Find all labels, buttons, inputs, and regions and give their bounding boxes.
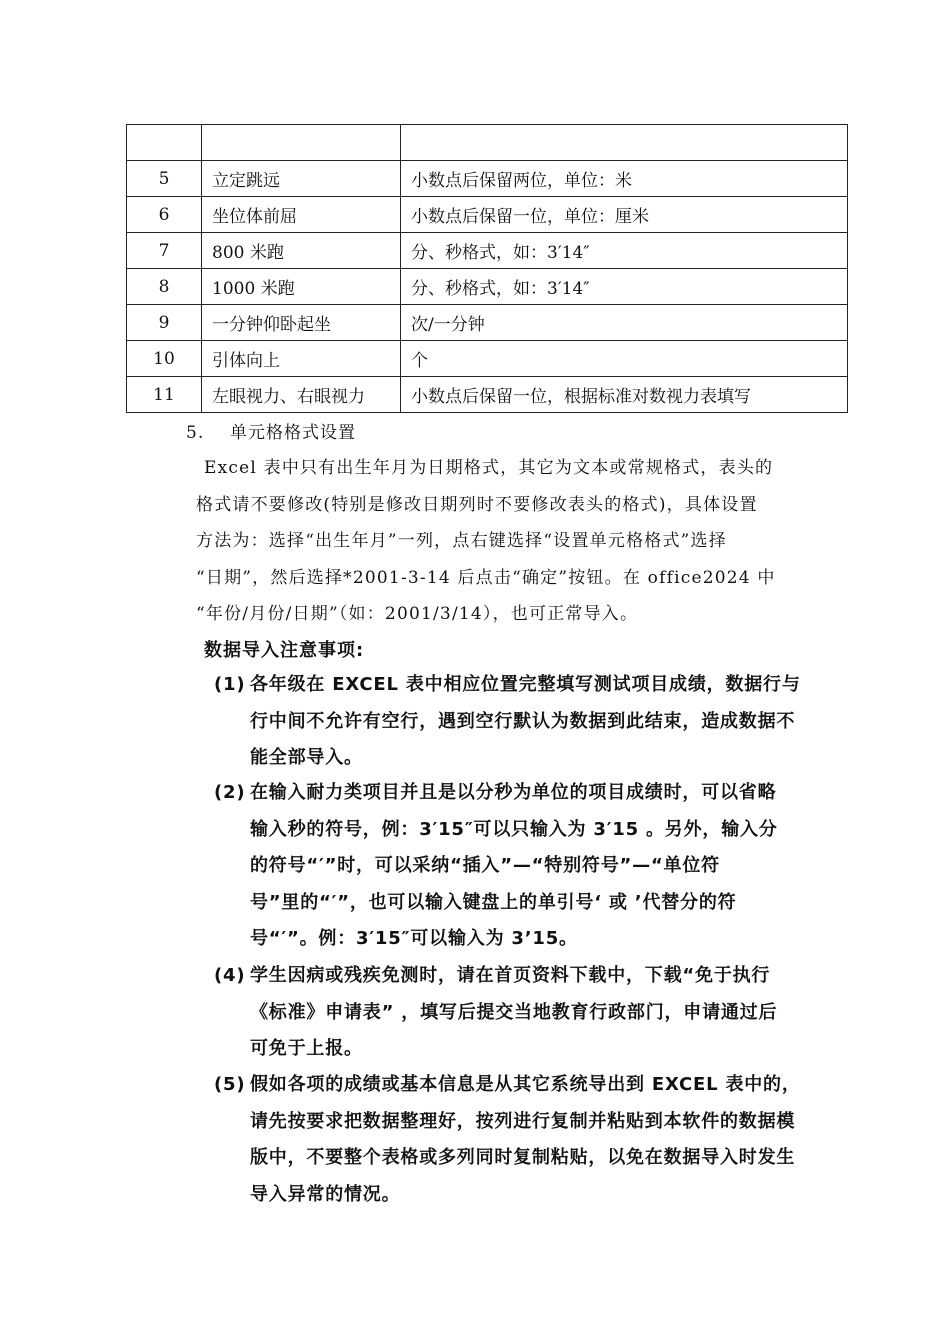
format-rule: 小数点后保留一位，根据标准对数视力表填写 [401, 377, 848, 413]
table-row [127, 233, 848, 269]
format-rule: 分、秒格式，如：3′14″ [401, 233, 848, 269]
table-row [127, 161, 848, 197]
note-line: 版中，不要整个表格或多列同时复制粘贴，以免在数据导入时发生 [250, 1147, 796, 1168]
table-row [127, 197, 848, 233]
row-number: 11 [127, 377, 202, 413]
note-line: 导入异常的情况。 [250, 1183, 401, 1205]
format-rule: 小数点后保留一位，单位：厘米 [401, 197, 848, 233]
row-number: 8 [127, 269, 202, 305]
note-line: 行中间不允许有空行，遇到空行默认为数据到此结束，造成数据不 [250, 710, 796, 732]
table-row [127, 341, 848, 377]
paragraph-line: Excel 表中只有出生年月为日期格式，其它为文本或常规格式，表头的 [204, 458, 774, 478]
section-paragraph [196, 450, 816, 633]
note-line: 《标准》申请表” ，填写后提交当地教育行政部门，申请通过后 [250, 1001, 778, 1023]
note-line: 输入秒的符号，例：3′15″可以只输入为 3′15 。另外，输入分 [250, 818, 778, 840]
note-line: 能全部导入。 [250, 747, 363, 768]
test-item: 坐位体前屈 [202, 197, 401, 233]
note-line: 各年级在 EXCEL 表中相应位置完整填写测试项目成绩，数据行与 [250, 674, 801, 695]
note-item [214, 958, 814, 1068]
test-item: 800 米跑 [202, 233, 401, 269]
notes-heading: 数据导入注意事项: [204, 640, 365, 661]
note-label: (1) [214, 674, 246, 695]
test-item [202, 125, 401, 161]
note-line: 假如各项的成绩或基本信息是从其它系统导出到 EXCEL 表中的， [250, 1074, 801, 1095]
row-number: 6 [127, 197, 202, 233]
note-label: (2) [214, 782, 246, 803]
paragraph-line: 方法为：选择“出生年月”一列，点右键选择“设置单元格格式”选择 [196, 531, 727, 551]
note-line: 号“′”。例：3′15″可以输入为 3’15。 [250, 928, 578, 949]
note-item [214, 775, 814, 958]
note-line: 号”里的“′”，也可以输入键盘上的单引号‘ 或 ’代替分的符 [250, 891, 737, 913]
note-line: 的符号“′”时，可以采纳“插入”—“特别符号”—“单位符 [250, 855, 720, 876]
test-item: 引体向上 [202, 341, 401, 377]
row-number [127, 125, 202, 161]
paragraph-line: “日期”，然后选择*2001-3-14 后点击“确定”按钮。在 office2024 中 [196, 567, 776, 588]
note-line: 在输入耐力类项目并且是以分秒为单位的项目成绩时，可以省略 [250, 782, 777, 803]
note-line: 可免于上报。 [250, 1038, 363, 1059]
format-rule: 次/一分钟 [401, 305, 848, 341]
format-rule: 小数点后保留两位，单位：米 [401, 161, 848, 197]
test-item: 立定跳远 [202, 161, 401, 197]
row-number: 5 [127, 161, 202, 197]
format-rule: 个 [401, 341, 848, 377]
test-item: 1000 米跑 [202, 269, 401, 305]
note-item [214, 1067, 814, 1213]
table-row [127, 305, 848, 341]
test-item: 一分钟仰卧起坐 [202, 305, 401, 341]
note-line: 学生因病或残疾免测时，请在首页资料下载中，下载“免于执行 [250, 965, 771, 986]
test-item: 左眼视力、右眼视力 [202, 377, 401, 413]
note-item [214, 667, 814, 777]
table-row [127, 377, 848, 413]
note-line: 请先按要求把数据整理好，按列进行复制并粘贴到本软件的数据模 [250, 1110, 796, 1132]
row-number: 7 [127, 233, 202, 269]
paragraph-line: 格式请不要修改(特别是修改日期列时不要修改表头的格式)，具体设置 [196, 494, 758, 515]
section-number: 5. [186, 423, 205, 443]
section-title: 单元格格式设置 [230, 423, 356, 443]
row-number: 10 [127, 341, 202, 377]
row-number: 9 [127, 305, 202, 341]
section-heading [186, 418, 356, 443]
format-table [126, 124, 848, 413]
format-rule [401, 125, 848, 161]
table-row [127, 125, 848, 161]
table-row [127, 269, 848, 305]
format-rule: 分、秒格式，如：3′14″ [401, 269, 848, 305]
note-label: (4) [214, 965, 246, 986]
paragraph-line: “年份/月份/日期”（如：2001/3/14），也可正常导入。 [196, 604, 639, 624]
note-label: (5) [214, 1074, 246, 1095]
